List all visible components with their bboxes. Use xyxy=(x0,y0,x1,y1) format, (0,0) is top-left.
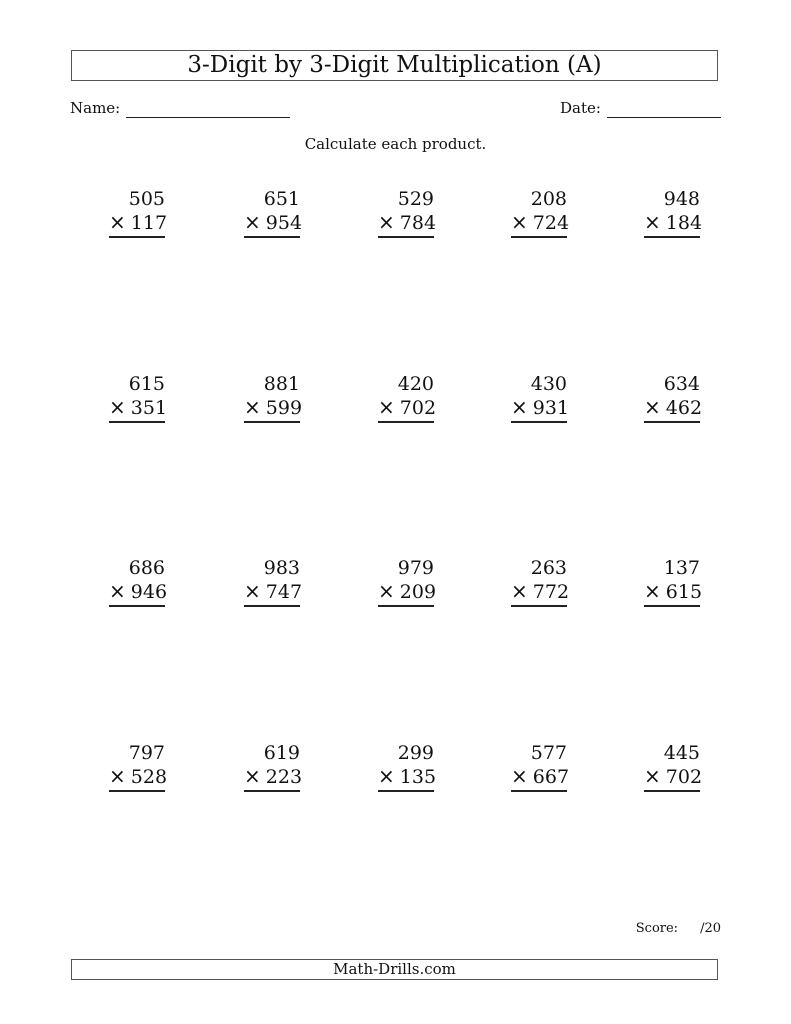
problem xyxy=(354,557,437,607)
times-icon: × xyxy=(644,764,661,788)
multiplier: 184 xyxy=(665,212,703,234)
times-icon: × xyxy=(378,579,395,603)
multiplier: 946 xyxy=(130,581,168,603)
multiplicand: 577 xyxy=(530,742,567,764)
times-icon: × xyxy=(511,395,528,419)
times-icon: × xyxy=(511,210,528,234)
times-icon: × xyxy=(511,764,528,788)
multiplier: 702 xyxy=(665,766,703,788)
problem xyxy=(85,188,168,238)
multiplier-row xyxy=(644,764,703,792)
times-icon: × xyxy=(644,395,661,419)
multiplier: 615 xyxy=(665,581,703,603)
multiplier-row xyxy=(378,764,437,792)
multiplier: 528 xyxy=(130,766,168,788)
multiplier-row xyxy=(511,764,570,792)
multiplier-row xyxy=(644,395,703,423)
problem xyxy=(220,557,303,607)
problem xyxy=(487,557,570,607)
multiplier-row xyxy=(511,395,570,423)
date-label: Date: xyxy=(560,99,601,117)
multiplier: 223 xyxy=(265,766,303,788)
worksheet-title: 3-Digit by 3-Digit Multiplication (A) xyxy=(71,50,718,81)
times-icon: × xyxy=(644,579,661,603)
multiplier: 772 xyxy=(532,581,570,603)
multiplicand: 619 xyxy=(263,742,300,764)
multiplier: 931 xyxy=(532,397,570,419)
problem xyxy=(220,373,303,423)
instructions: Calculate each product. xyxy=(304,135,487,153)
multiplicand: 208 xyxy=(530,188,567,210)
multiplicand: 979 xyxy=(397,557,434,579)
problem xyxy=(354,373,437,423)
problem xyxy=(85,373,168,423)
multiplier: 747 xyxy=(265,581,303,603)
multiplier-row xyxy=(244,395,303,423)
multiplier: 117 xyxy=(130,212,168,234)
times-icon: × xyxy=(244,579,261,603)
problem xyxy=(85,742,168,792)
problem xyxy=(620,742,703,792)
score-total: /20 xyxy=(700,921,721,936)
multiplier-row xyxy=(378,579,437,607)
multiplier: 351 xyxy=(130,397,168,419)
multiplier: 209 xyxy=(399,581,437,603)
times-icon: × xyxy=(378,395,395,419)
multiplicand: 948 xyxy=(663,188,700,210)
footer-site-name: Math-Drills.com xyxy=(71,959,718,980)
multiplier-row xyxy=(109,395,168,423)
problem xyxy=(487,373,570,423)
multiplicand: 881 xyxy=(263,373,300,395)
multiplier: 667 xyxy=(532,766,570,788)
multiplier: 954 xyxy=(265,212,303,234)
multiplicand: 615 xyxy=(128,373,165,395)
multiplier-row xyxy=(244,210,303,238)
problem xyxy=(620,188,703,238)
multiplier: 135 xyxy=(399,766,437,788)
problem xyxy=(620,373,703,423)
times-icon: × xyxy=(511,579,528,603)
multiplicand: 299 xyxy=(397,742,434,764)
multiplicand: 983 xyxy=(263,557,300,579)
multiplicand: 505 xyxy=(128,188,165,210)
times-icon: × xyxy=(644,210,661,234)
times-icon: × xyxy=(109,764,126,788)
problem xyxy=(220,188,303,238)
multiplier-row xyxy=(511,210,570,238)
multiplier: 702 xyxy=(399,397,437,419)
multiplier-row xyxy=(511,579,570,607)
multiplier-row xyxy=(378,210,437,238)
multiplicand: 137 xyxy=(663,557,700,579)
problem xyxy=(487,188,570,238)
times-icon: × xyxy=(378,764,395,788)
multiplicand: 420 xyxy=(397,373,434,395)
multiplier-row xyxy=(644,210,703,238)
multiplicand: 797 xyxy=(128,742,165,764)
multiplicand: 445 xyxy=(663,742,700,764)
times-icon: × xyxy=(109,395,126,419)
multiplier-row xyxy=(378,395,437,423)
problem xyxy=(220,742,303,792)
multiplier: 784 xyxy=(399,212,437,234)
date-line xyxy=(607,117,721,118)
times-icon: × xyxy=(244,764,261,788)
multiplicand: 529 xyxy=(397,188,434,210)
times-icon: × xyxy=(109,579,126,603)
name-label: Name: xyxy=(70,99,121,117)
times-icon: × xyxy=(109,210,126,234)
multiplicand: 634 xyxy=(663,373,700,395)
multiplier-row xyxy=(109,579,168,607)
multiplier: 724 xyxy=(532,212,570,234)
times-icon: × xyxy=(378,210,395,234)
problem xyxy=(354,742,437,792)
problem xyxy=(354,188,437,238)
multiplicand: 430 xyxy=(530,373,567,395)
multiplier: 462 xyxy=(665,397,703,419)
score xyxy=(636,921,721,937)
problem xyxy=(487,742,570,792)
problem xyxy=(85,557,168,607)
name-line xyxy=(126,117,290,118)
multiplier-row xyxy=(644,579,703,607)
multiplier: 599 xyxy=(265,397,303,419)
multiplier-row xyxy=(244,579,303,607)
problem xyxy=(620,557,703,607)
multiplicand: 686 xyxy=(128,557,165,579)
multiplier-row xyxy=(109,764,168,792)
multiplicand: 263 xyxy=(530,557,567,579)
times-icon: × xyxy=(244,210,261,234)
multiplier-row xyxy=(109,210,168,238)
multiplier-row xyxy=(244,764,303,792)
multiplicand: 651 xyxy=(263,188,300,210)
times-icon: × xyxy=(244,395,261,419)
score-label: Score: xyxy=(635,921,679,936)
